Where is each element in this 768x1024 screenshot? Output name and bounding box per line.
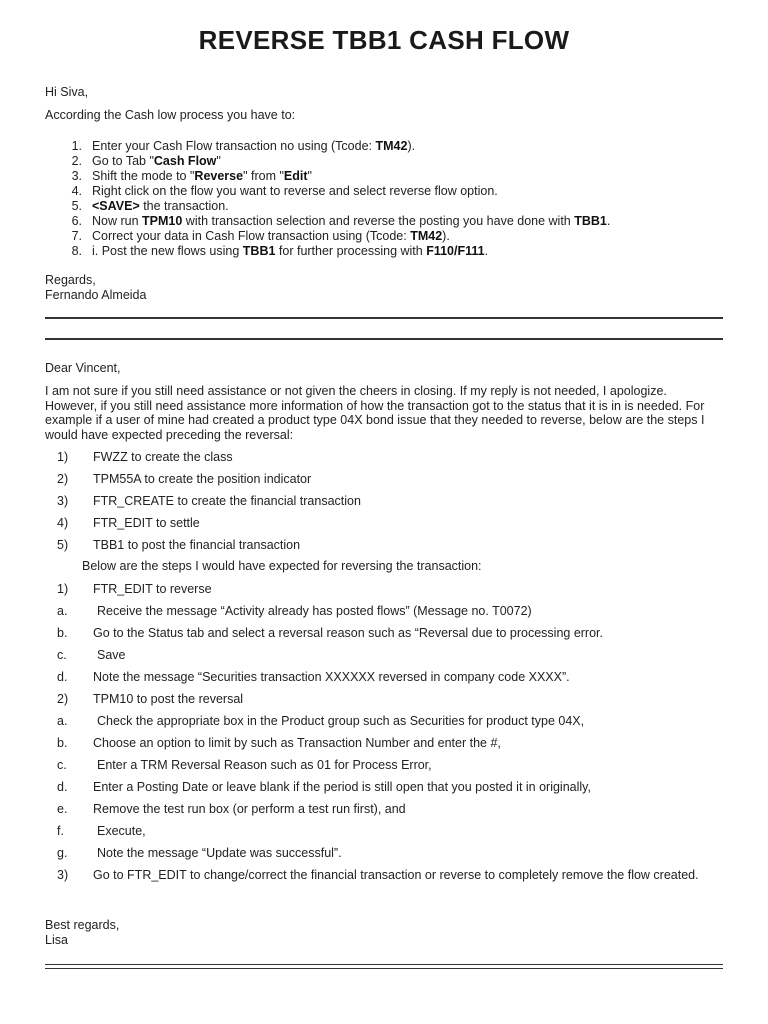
- list-item-number: 3): [57, 494, 69, 508]
- list-item-text: TPM10 to post the reversal: [93, 692, 244, 706]
- list-item-text: [92, 244, 488, 259]
- greeting-text: Dear Vincent,: [45, 361, 121, 375]
- list-item: [45, 622, 725, 644]
- list-item-number: 8.: [71, 244, 82, 258]
- text-part: Go to Tab ": [92, 154, 154, 168]
- mid-text: Below are the steps I would have expected for reversing the transaction:: [82, 559, 482, 573]
- list-item: [45, 820, 725, 842]
- list-item: [45, 754, 725, 776]
- list-item-number: g.: [57, 846, 68, 860]
- list-item: [45, 490, 725, 512]
- list-item-text: Go to the Status tab and select a reversal reason such as “Reversal due to processing error.: [93, 626, 603, 640]
- list-item: [45, 512, 725, 534]
- list-item-number: 2): [57, 472, 69, 486]
- bold-term: TM42: [375, 139, 408, 153]
- text-part: ": [216, 154, 221, 168]
- text-part: Enter your Cash Flow transaction no using (Tcode:: [92, 139, 376, 153]
- email1-closing: [45, 273, 725, 303]
- list-item-number: 3): [57, 868, 69, 882]
- list-item: [45, 600, 725, 622]
- list-item-text: Remove the test run box (or perform a test run first), and: [93, 802, 406, 816]
- bold-term: TM42: [410, 229, 443, 243]
- text-part: i. Post the new flows using: [92, 244, 243, 258]
- list-item-number: 1): [57, 582, 69, 596]
- list-item-text: Enter a TRM Reversal Reason such as 01 for Process Error,: [97, 758, 432, 772]
- list-item-text: Receive the message “Activity already has posted flows” (Message no. T0072): [97, 604, 532, 618]
- list-item: [45, 446, 725, 468]
- list-item-text: Note the message “Update was successful”.: [97, 846, 342, 860]
- list-item-text: [92, 214, 610, 229]
- closing-text: Best regards,: [45, 918, 120, 932]
- list-item: [45, 644, 725, 666]
- list-item-number: 5): [57, 538, 69, 552]
- final-step-list: [45, 864, 725, 898]
- list-item-number: 2.: [71, 154, 82, 168]
- list-item: [45, 229, 725, 244]
- list-item-text: TBB1 to post the financial transaction: [93, 538, 301, 552]
- list-item: [45, 732, 725, 754]
- list-item-text: Execute,: [97, 824, 146, 838]
- signature-text: Fernando Almeida: [45, 288, 147, 302]
- bold-term: Cash Flow: [153, 154, 217, 168]
- list-item-number: 5.: [71, 199, 82, 213]
- list-item: [45, 688, 725, 710]
- list-item-number: a.: [57, 714, 68, 728]
- signature-text: Lisa: [45, 933, 68, 947]
- email2-closing: [45, 918, 725, 948]
- list-item-number: 7.: [71, 229, 82, 243]
- list-item: [45, 798, 725, 820]
- bold-term: <SAVE>: [92, 199, 140, 213]
- bold-term: TBB1: [574, 214, 607, 228]
- list-item-text: [92, 169, 312, 184]
- list-item-text: [92, 199, 229, 214]
- list-item-text: FWZZ to create the class: [93, 450, 233, 464]
- list-item-number: b.: [57, 626, 68, 640]
- email1-step-list: [45, 139, 725, 259]
- text-part: with transaction selection and reverse the posting you have done with: [182, 214, 575, 228]
- list-item-text: Choose an option to limit by such as Transaction Number and enter the #,: [93, 736, 501, 750]
- list-item-number: 6.: [71, 214, 82, 228]
- list-item-text: Enter a Posting Date or leave blank if the period is still open that you posted it in originally,: [93, 780, 591, 794]
- bold-term: Reverse: [194, 169, 244, 183]
- list-item: [45, 666, 725, 688]
- text-part: ).: [407, 139, 416, 153]
- list-item: [45, 214, 725, 229]
- closing-text: Regards,: [45, 273, 96, 287]
- text-part: .: [606, 214, 611, 228]
- list-item-number: e.: [57, 802, 68, 816]
- list-item: [45, 842, 725, 864]
- bold-term: F110/F111: [426, 244, 485, 258]
- list-item-text: [92, 154, 221, 169]
- list-item: [45, 578, 725, 600]
- email2-paragraph: [45, 384, 720, 442]
- list-item-text: [92, 139, 415, 154]
- list-item-text: Note the message “Securities transaction XXXXXX reversed in company code XXXX”.: [93, 670, 570, 684]
- list-item: [45, 244, 725, 259]
- text-part: Now run: [92, 214, 143, 228]
- list-item-text: FTR_EDIT to reverse: [93, 582, 212, 596]
- list-item-text: [92, 184, 498, 199]
- list-item: [45, 154, 725, 169]
- list-item: [45, 776, 725, 798]
- list-item-number: 2): [57, 692, 69, 706]
- text-part: ": [307, 169, 312, 183]
- list-item-text: Save: [97, 648, 126, 662]
- list-item-text: [92, 229, 450, 244]
- divider-footer-bottom: [45, 968, 723, 969]
- divider-bottom: [45, 338, 723, 340]
- list-item-number: d.: [57, 780, 68, 794]
- list-item: [45, 468, 725, 490]
- list-item-number: 1.: [71, 139, 82, 153]
- text-part: Right click on the flow you want to reverse and select reverse flow option.: [92, 184, 498, 198]
- text-part: .: [484, 244, 489, 258]
- email1-greeting: [45, 85, 725, 100]
- pre-reversal-step-list: [45, 446, 725, 556]
- list-item: [45, 169, 725, 184]
- text-part: " from ": [243, 169, 284, 183]
- list-item: [45, 184, 725, 199]
- list-item-number: a.: [57, 604, 68, 618]
- list-item: [45, 534, 725, 556]
- email1-intro: [45, 108, 725, 123]
- list-item: [45, 139, 725, 154]
- text-part: Shift the mode to ": [92, 169, 195, 183]
- bold-term: Edit: [283, 169, 308, 183]
- list-item-text: FTR_CREATE to create the financial transaction: [93, 494, 361, 508]
- bold-term: TPM10: [142, 214, 183, 228]
- list-item: [45, 199, 725, 214]
- list-item-number: d.: [57, 670, 68, 684]
- list-item-text: TPM55A to create the position indicator: [93, 472, 312, 486]
- list-item-number: b.: [57, 736, 68, 750]
- page-title: REVERSE TBB1 CASH FLOW: [198, 25, 570, 55]
- list-item: [45, 710, 725, 732]
- list-item-text: Check the appropriate box in the Product group such as Securities for product type 04X,: [97, 714, 585, 728]
- list-item: [45, 864, 725, 898]
- text-part: the transaction.: [139, 199, 229, 213]
- text-part: for further processing with: [275, 244, 427, 258]
- list-item-number: 1): [57, 450, 69, 464]
- list-item-number: 4): [57, 516, 69, 530]
- paragraph-text: I am not sure if you still need assistance or not given the cheers in closing. If my reply is not needed, I apologize. However, if you still need assistance more information of how the transaction got to the status that it is in is needed. For example if a user of mine had created a product type 04X bond issue that they needed to reverse, below are the steps I would have expected preceding the reversal:: [45, 384, 705, 442]
- greeting-text: Hi Siva,: [45, 85, 89, 99]
- divider-top: [45, 317, 723, 319]
- intro-text: According the Cash low process you have to:: [45, 108, 296, 122]
- list-item-text: Go to FTR_EDIT to change/correct the financial transaction or reverse to completely remove the flow created.: [93, 868, 699, 882]
- bold-term: TBB1: [242, 244, 276, 258]
- reversal-step-list: [45, 578, 725, 864]
- text-part: Correct your data in Cash Flow transaction using (Tcode:: [92, 229, 411, 243]
- list-item-number: c.: [57, 758, 67, 772]
- list-item-number: f.: [57, 824, 64, 838]
- mid-text-block: [82, 559, 722, 574]
- list-item-text: FTR_EDIT to settle: [93, 516, 200, 530]
- divider-footer-top: [45, 964, 723, 965]
- list-item-number: 3.: [71, 169, 82, 183]
- text-part: ).: [442, 229, 450, 243]
- list-item-number: c.: [57, 648, 67, 662]
- list-item-number: 4.: [71, 184, 82, 198]
- email2-greeting: [45, 361, 725, 376]
